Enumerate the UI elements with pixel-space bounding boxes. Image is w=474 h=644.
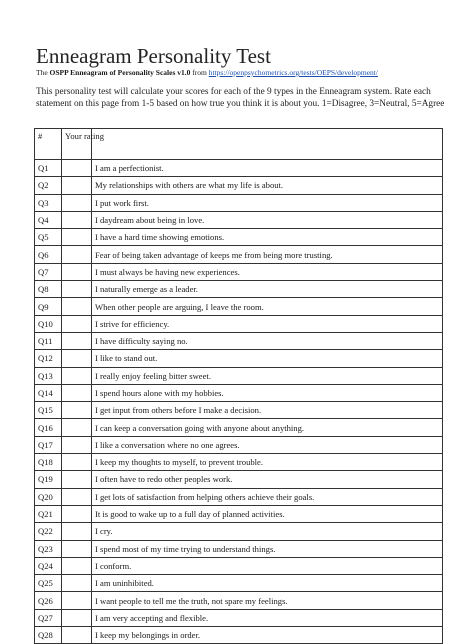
rating-cell[interactable] — [62, 263, 92, 280]
statement-cell: I have difficulty saying no. — [92, 332, 443, 349]
rating-cell[interactable] — [62, 592, 92, 609]
statement-cell: It is good to wake up to a full day of planned activities. — [92, 505, 443, 522]
statement-cell: I often have to redo other peoples work. — [92, 471, 443, 488]
rating-cell[interactable] — [62, 609, 92, 626]
table-row — [35, 246, 443, 263]
table-row — [35, 523, 443, 540]
question-number: Q1 — [35, 160, 62, 177]
source-middle: from — [190, 68, 209, 77]
statement-cell: Fear of being taken advantage of keeps me from being more trusting. — [92, 246, 443, 263]
statement-cell: I naturally emerge as a leader. — [92, 281, 443, 298]
question-number: Q28 — [35, 627, 62, 644]
table-row — [35, 367, 443, 384]
question-number: Q5 — [35, 229, 62, 246]
question-number: Q10 — [35, 315, 62, 332]
question-number: Q11 — [35, 332, 62, 349]
table-row — [35, 419, 443, 436]
table-row — [35, 211, 443, 228]
rating-cell[interactable] — [62, 488, 92, 505]
question-number: Q3 — [35, 194, 62, 211]
rating-cell[interactable] — [62, 419, 92, 436]
rating-cell[interactable] — [62, 575, 92, 592]
rating-cell[interactable] — [62, 523, 92, 540]
header-number: # — [35, 129, 62, 160]
statement-cell: My relationships with others are what my life is about. — [92, 177, 443, 194]
question-number: Q17 — [35, 436, 62, 453]
table-row — [35, 454, 443, 471]
statement-cell: I spend most of my time trying to understand things. — [92, 540, 443, 557]
statement-cell: I keep my belongings in order. — [92, 627, 443, 644]
question-number: Q7 — [35, 263, 62, 280]
statement-cell: I daydream about being in love. — [92, 211, 443, 228]
statement-cell: I can keep a conversation going with anyone about anything. — [92, 419, 443, 436]
statement-cell: I spend hours alone with my hobbies. — [92, 384, 443, 401]
question-number: Q20 — [35, 488, 62, 505]
source-line — [36, 68, 378, 77]
header-rating: Your rating — [62, 129, 92, 160]
question-number: Q6 — [35, 246, 62, 263]
rating-cell[interactable] — [62, 540, 92, 557]
statement-cell: I am very accepting and flexible. — [92, 609, 443, 626]
question-number: Q4 — [35, 211, 62, 228]
question-number: Q13 — [35, 367, 62, 384]
question-number: Q8 — [35, 281, 62, 298]
statement-cell: I like a conversation where no one agrees. — [92, 436, 443, 453]
source-link[interactable]: https://openpsychometrics.org/tests/OEPS/development/ — [208, 68, 378, 77]
page-title: Enneagram Personality Test — [36, 44, 271, 68]
rating-cell[interactable] — [62, 454, 92, 471]
question-table — [34, 128, 443, 644]
rating-cell[interactable] — [62, 627, 92, 644]
rating-cell[interactable] — [62, 211, 92, 228]
scale-name: OSPP Enneagram of Personality Scales v1.0 — [49, 68, 191, 77]
statement-cell: I like to stand out. — [92, 350, 443, 367]
rating-cell[interactable] — [62, 557, 92, 574]
question-number: Q18 — [35, 454, 62, 471]
rating-cell[interactable] — [62, 332, 92, 349]
table-row — [35, 557, 443, 574]
rating-cell[interactable] — [62, 160, 92, 177]
table-row — [35, 436, 443, 453]
rating-cell[interactable] — [62, 436, 92, 453]
statement-cell: I am a perfectionist. — [92, 160, 443, 177]
question-number: Q2 — [35, 177, 62, 194]
statement-cell: I get lots of satisfaction from helping others achieve their goals. — [92, 488, 443, 505]
table-row — [35, 315, 443, 332]
table-row — [35, 229, 443, 246]
statement-cell: I cry. — [92, 523, 443, 540]
statement-cell: I am uninhibited. — [92, 575, 443, 592]
rating-cell[interactable] — [62, 177, 92, 194]
question-number: Q21 — [35, 505, 62, 522]
table-row — [35, 384, 443, 401]
statement-cell: I conform. — [92, 557, 443, 574]
statement-cell: I get input from others before I make a decision. — [92, 402, 443, 419]
table-row — [35, 609, 443, 626]
table-row — [35, 540, 443, 557]
rating-cell[interactable] — [62, 315, 92, 332]
table-header-row — [35, 129, 443, 160]
statement-cell: I strive for efficiency. — [92, 315, 443, 332]
table-row — [35, 592, 443, 609]
source-prefix: The — [36, 68, 50, 77]
rating-cell[interactable] — [62, 281, 92, 298]
table-row — [35, 627, 443, 644]
rating-cell[interactable] — [62, 367, 92, 384]
table-row — [35, 505, 443, 522]
question-number: Q26 — [35, 592, 62, 609]
table-row — [35, 575, 443, 592]
question-number: Q27 — [35, 609, 62, 626]
rating-cell[interactable] — [62, 402, 92, 419]
header-statement — [92, 129, 443, 160]
statement-cell: I put work first. — [92, 194, 443, 211]
rating-cell[interactable] — [62, 194, 92, 211]
rating-cell[interactable] — [62, 471, 92, 488]
question-number: Q16 — [35, 419, 62, 436]
question-number: Q19 — [35, 471, 62, 488]
question-number: Q24 — [35, 557, 62, 574]
question-number: Q12 — [35, 350, 62, 367]
table-row — [35, 332, 443, 349]
table-row — [35, 263, 443, 280]
statement-cell: I keep my thoughts to myself, to prevent trouble. — [92, 454, 443, 471]
rating-cell[interactable] — [62, 384, 92, 401]
question-number: Q14 — [35, 384, 62, 401]
table-row — [35, 350, 443, 367]
question-number: Q15 — [35, 402, 62, 419]
table-row — [35, 281, 443, 298]
table-row — [35, 402, 443, 419]
rating-cell[interactable] — [62, 229, 92, 246]
statement-cell: I have a hard time showing emotions. — [92, 229, 443, 246]
intro-paragraph: This personality test will calculate your scores for each of the 9 types in the Enneagram system. Rate each statement on this page from 1-5 based on how true you think it is about you. 1=Disagree, 3=Neutral, 5=Agree — [36, 87, 445, 109]
table-row — [35, 471, 443, 488]
table-row — [35, 177, 443, 194]
table-row — [35, 194, 443, 211]
rating-cell[interactable] — [62, 505, 92, 522]
statement-cell: I want people to tell me the truth, not spare my feelings. — [92, 592, 443, 609]
rating-cell[interactable] — [62, 350, 92, 367]
statement-cell: When other people are arguing, I leave the room. — [92, 298, 443, 315]
question-number: Q25 — [35, 575, 62, 592]
statement-cell: I really enjoy feeling bitter sweet. — [92, 367, 443, 384]
question-number: Q9 — [35, 298, 62, 315]
rating-cell[interactable] — [62, 246, 92, 263]
statement-cell: I must always be having new experiences. — [92, 263, 443, 280]
question-number: Q22 — [35, 523, 62, 540]
table-row — [35, 488, 443, 505]
rating-cell[interactable] — [62, 298, 92, 315]
table-row — [35, 160, 443, 177]
question-number: Q23 — [35, 540, 62, 557]
table-row — [35, 298, 443, 315]
